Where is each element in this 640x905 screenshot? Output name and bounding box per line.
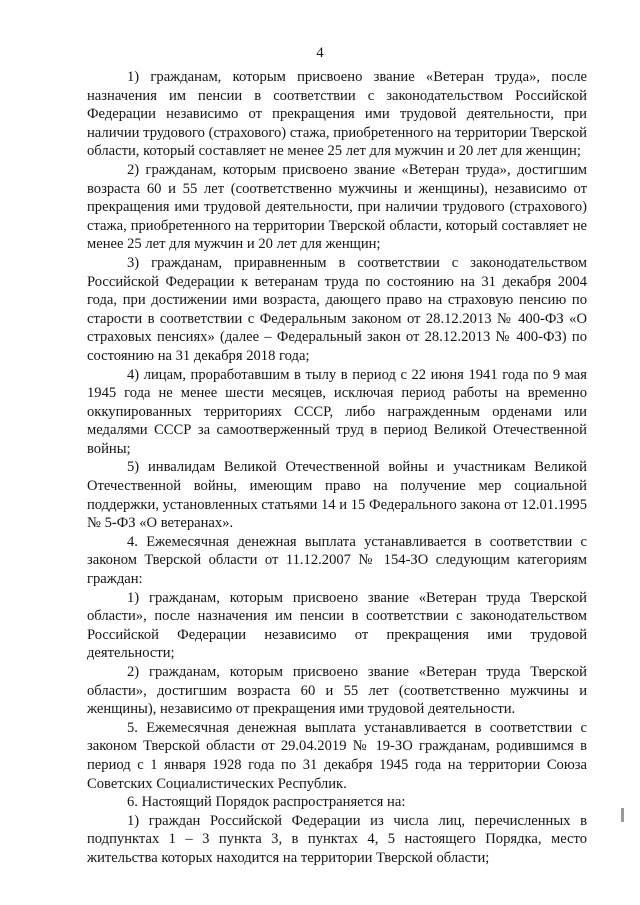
paragraph-6-scope: 6. Настоящий Порядок распространяется на: <box>127 794 406 811</box>
paragraph-6-1-russian-citizens: 1) граждан Российской Федерации из числа лиц, перечисленных в подпунктах 1 – 3 пункта 3, в пунктах 4, 5 настоящего Порядка, место жительства которых находится на территории Тверской области; <box>87 812 587 866</box>
paragraph-3-2-veteran-of-labor-age: 2) гражданам, которым присвоено звание «Ветеран труда», достигшим возраста 60 и 55 лет (соответственно мужчины и женщины), независимо от прекращения ими трудовой деятельности, при наличии трудового (страхового) стажа, приобретенного на территории Тверской области, который составляет не менее 25 лет для мужчин и 20 лет для женщин; <box>87 161 587 253</box>
paragraph-4-2-tver-veteran-age: 2) гражданам, которым присвоено звание «Ветеран труда Тверской области», достигшим возраста 60 и 55 лет (соответственно мужчины и женщины), независимо от прекращения ими трудовой деятельности. <box>87 664 587 718</box>
paragraph-3-1-veteran-of-labor-pension: 1) гражданам, которым присвоено звание «Ветеран труда», после назначения им пенсии в соответствии с законодательством Российской Федерации независимо от прекращения ими трудовой деятельности, при наличии трудового (страхового) стажа, приобретенного на территории Тверской области, который составляет не менее 25 лет для мужчин и 20 лет для женщин; <box>87 69 587 160</box>
paragraph-3-4-home-front-workers: 4) лицам, проработавшим в тылу в период с 22 июня 1941 года по 9 мая 1945 года не менее шести месяцев, исключая период работы на временно оккупированных территориях СССР, либо награжденным орденами или медалями СССР за самоотверженный труд в период Великой Отечественной войны; <box>87 366 587 457</box>
document-body <box>87 68 587 868</box>
paragraph-4-monthly-payment-law-154: 4. Ежемесячная денежная выплата устанавливается в соответствии с законом Тверской области от 11.12.2007 № 154-ЗО следующим категориям граждан: <box>87 533 587 588</box>
paragraph-4-1-tver-veteran-pension: 1) гражданам, которым присвоено звание «Ветеран труда Тверской области», после назначения им пенсии в соответствии с законодательством Российской Федерации независимо от прекращения ими трудовой деятельности; <box>87 589 587 662</box>
paragraph-5-children-of-war: 5. Ежемесячная денежная выплата устанавливается в соответствии с законом Тверской области от 29.04.2019 № 19-ЗО гражданам, родившимся в период с 1 января 1928 года по 31 декабря 1945 года на территории Союза Советских Социалистических Республик. <box>87 719 587 792</box>
paragraph-3-3-equated-to-veterans: 3) гражданам, приравненным в соответствии с законодательством Российской Федерации к ветеранам труда по состоянию на 31 декабря 2004 года, при достижении ими возраста, дающего право на страховую пенсию по старости в соответствии с Федеральным законом от 28.12.2013 № 400-ФЗ «О страховых пенсиях» (далее – Федеральный закон от 28.12.2013 № 400-ФЗ) по состоянию на 31 декабря 2018 года; <box>87 254 587 364</box>
scan-margin-mark <box>621 808 624 822</box>
paragraph-3-5-war-invalids-participants: 5) инвалидам Великой Отечественной войны и участникам Великой Отечественной войны, имеющим право на получение мер социальной поддержки, установленных статьями 14 и 15 Федерального закона от 12.01.1995 № 5-ФЗ «О ветеранах». <box>87 459 587 532</box>
page-number: 4 <box>316 45 324 61</box>
